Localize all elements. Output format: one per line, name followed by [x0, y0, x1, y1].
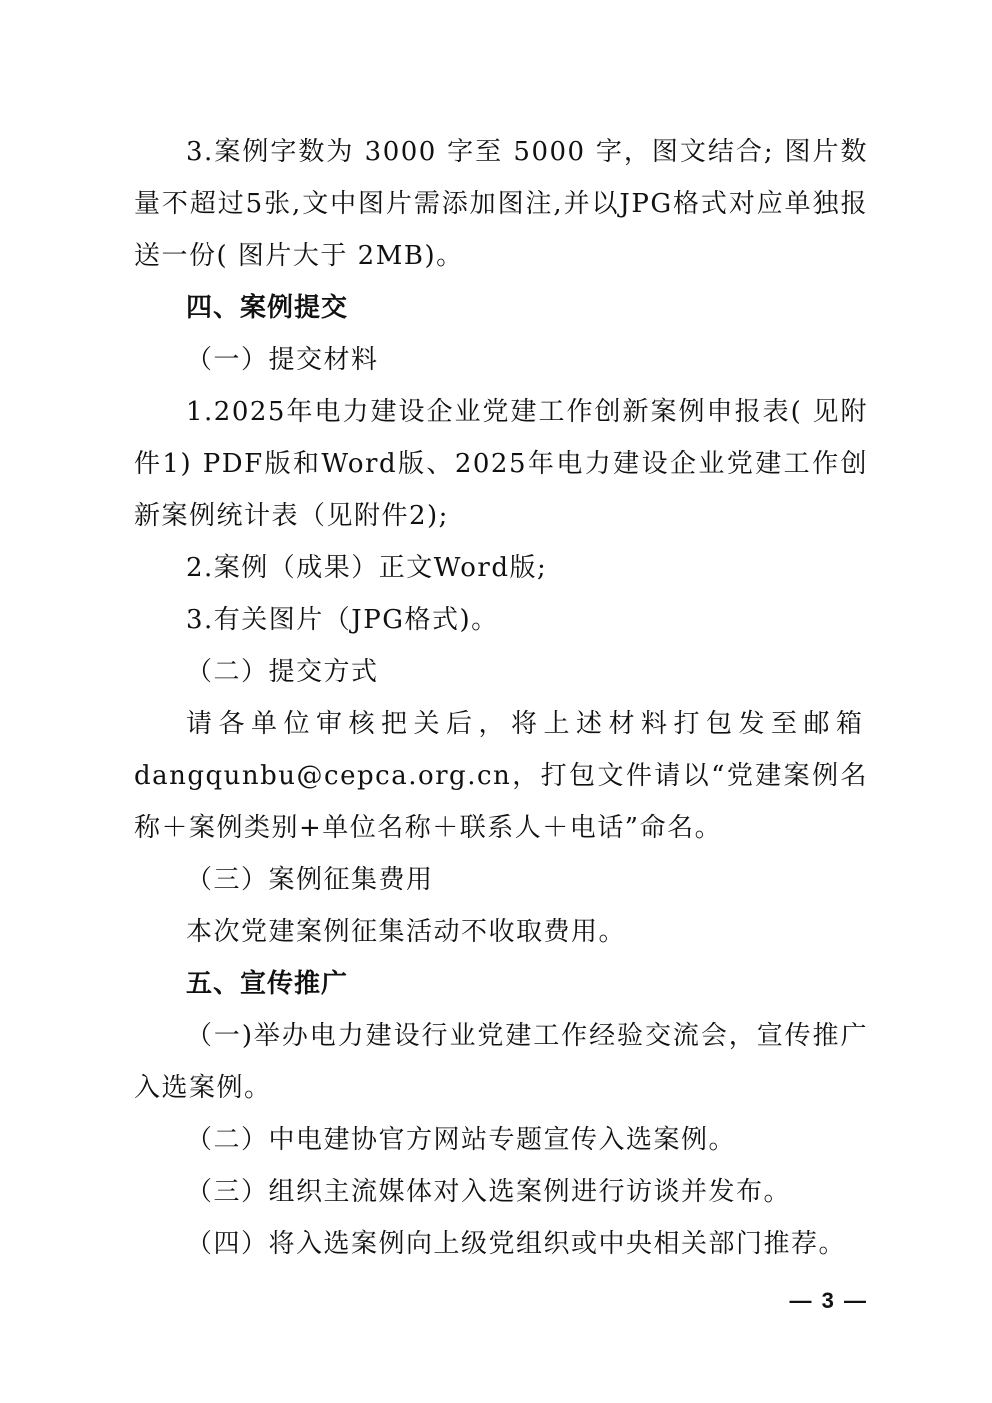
paragraph-promotion-exchange: （一)举办电力建设行业党建工作经验交流会，宣传推广入选案例。 [134, 1021, 868, 1103]
subheading-collection-fee: （三）案例征集费用 [186, 865, 434, 895]
paragraph-case-text: 2.案例（成果）正文Word版; [186, 553, 548, 583]
document-body [134, 126, 868, 1270]
paragraph-submission-method-line1: 请各单位审核把关后，将上述材料打包发至邮箱 [186, 709, 868, 739]
paragraph-application-form: 1.2025年电力建设企业党建工作创新案例申报表( 见附件1) PDF版和Word版、2025年电力建设企业党建工作创新案例统计表（见附件2); [134, 397, 868, 531]
section-heading-promotion: 五、宣传推广 [186, 969, 349, 999]
paragraph-related-images: 3.有关图片（JPG格式)。 [186, 605, 499, 635]
paragraph-promotion-website: （二）中电建协官方网站专题宣传入选案例。 [186, 1125, 737, 1155]
paragraph-promotion-media: （三）组织主流媒体对入选案例进行访谈并发布。 [186, 1177, 792, 1207]
subheading-submission-materials: （一）提交材料 [186, 345, 379, 375]
section-heading-case-submission: 四、案例提交 [186, 293, 349, 323]
paragraph-no-fee: 本次党建案例征集活动不收取费用。 [186, 917, 627, 947]
subheading-submission-method: （二）提交方式 [186, 657, 379, 687]
paragraph-submission-email: dangqunbu@cepca.org.cn，打包文件请以“党建案例名称＋案例类别+单位名称＋联系人＋电话”命名。 [134, 761, 868, 843]
paragraph-case-length: 3.案例字数为 3000 字至 5000 字，图文结合; 图片数量不超过5张,文中图片需添加图注,并以JPG格式对应单独报送一份( 图片大于 2MB)。 [134, 137, 868, 271]
page-number: — 3 — [789, 1288, 868, 1313]
paragraph-promotion-recommend: （四）将入选案例向上级党组织或中央相关部门推荐。 [186, 1229, 847, 1259]
